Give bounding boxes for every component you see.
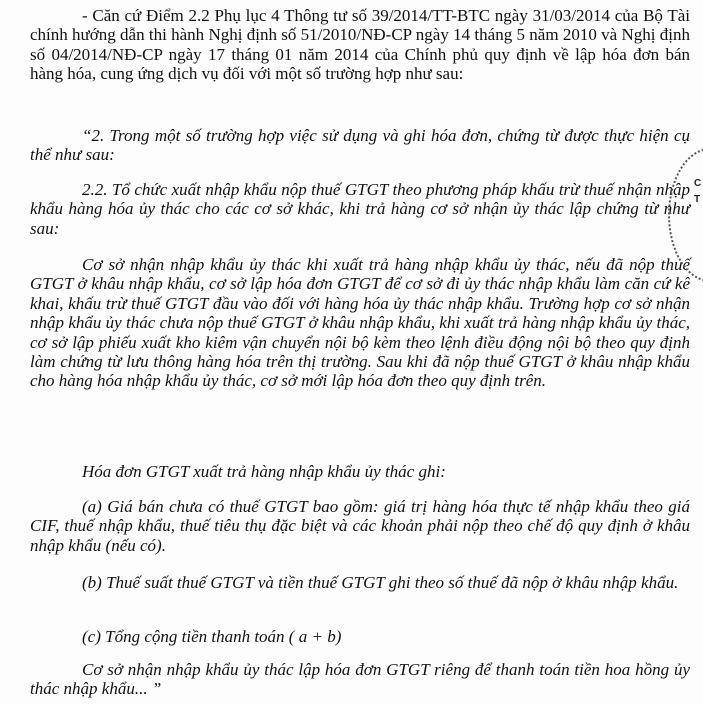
item-c: (c) Tổng cộng tiền thanh toán ( a + b) (82, 627, 342, 646)
quote-intro-paragraph: “2. Trong một số trường hợp việc sử dụng và ghi hóa đơn, chứng từ được thực hiện cụ thể như sau: (30, 126, 690, 165)
final-paragraph: Cơ sở nhận nhập khẩu ủy thác lập hóa đơn GTGT riêng để thanh toán tiền hoa hồng ủy thác nhập khẩu... ” (30, 660, 690, 699)
item-b: (b) Thuế suất thuế GTGT và tiền thuế GTGT ghi theo số thuế đã nộp ở khâu nhập khẩu. (82, 573, 679, 592)
point-2-2-paragraph: 2.2. Tổ chức xuất nhập khẩu nộp thuế GTGT theo phương pháp khấu trừ thuế nhận nhập khẩu hàng hóa ủy thác cho các cơ sở khác, khi trả hàng cơ sở nhận ủy thác lập chứng từ như sau: (30, 180, 690, 238)
invoice-heading: Hóa đơn GTGT xuất trả hàng nhập khẩu ủy thác ghi: (82, 462, 446, 481)
intro-paragraph: - Căn cứ Điểm 2.2 Phụ lục 4 Thông tư số 39/2014/TT-BTC ngày 31/03/2014 của Bộ Tài chính hướng dẫn thi hành Nghị định số 51/2010/NĐ-CP ngày 14 tháng 5 năm 2010 và Nghị định số 04/2014/NĐ-CP ngày 17 tháng 01 năm 2014 của Chính phủ quy định về lập hóa đơn bán hàng hóa, cung ứng dịch vụ đối với một số trường hợp như sau: (30, 6, 690, 84)
item-a: (a) Giá bán chưa có thuế GTGT bao gồm: giá trị hàng hóa thực tế nhập khẩu theo giá CIF, thuế nhập khẩu, thuế tiêu thụ đặc biệt và các khoản phải nộp theo chế độ quy định ở khâu nhập khẩu (nếu có). (30, 497, 690, 555)
paragraph-coso: Cơ sở nhận nhập khẩu ủy thác khi xuất trả hàng nhập khẩu ủy thác, nếu đã nộp thuế GTGT ở khâu nhập khẩu, cơ sở lập hóa đơn GTGT để cơ sở đi ủy thác nhập khẩu làm căn cứ kê khai, khấu trừ thuế GTGT đầu vào đối với hàng hóa ủy thác nhập khẩu. Trường hợp cơ sở nhận nhập khẩu ủy thác chưa nộp thuế GTGT ở khâu nhập khẩu, khi xuất trả hàng nhập khẩu ủy thác, cơ sở lập phiếu xuất kho kiêm vận chuyển nội bộ kèm theo lệnh điều động nội bộ theo quy định làm chứng từ lưu thông hàng hóa trên thị trường. Sau khi đã nộp thuế GTGT ở khâu nhập khẩu cho hàng hóa nhập khẩu ủy thác, cơ sở mới lập hóa đơn theo quy định trên. (30, 255, 690, 391)
stamp-letters: C T (694, 178, 702, 205)
